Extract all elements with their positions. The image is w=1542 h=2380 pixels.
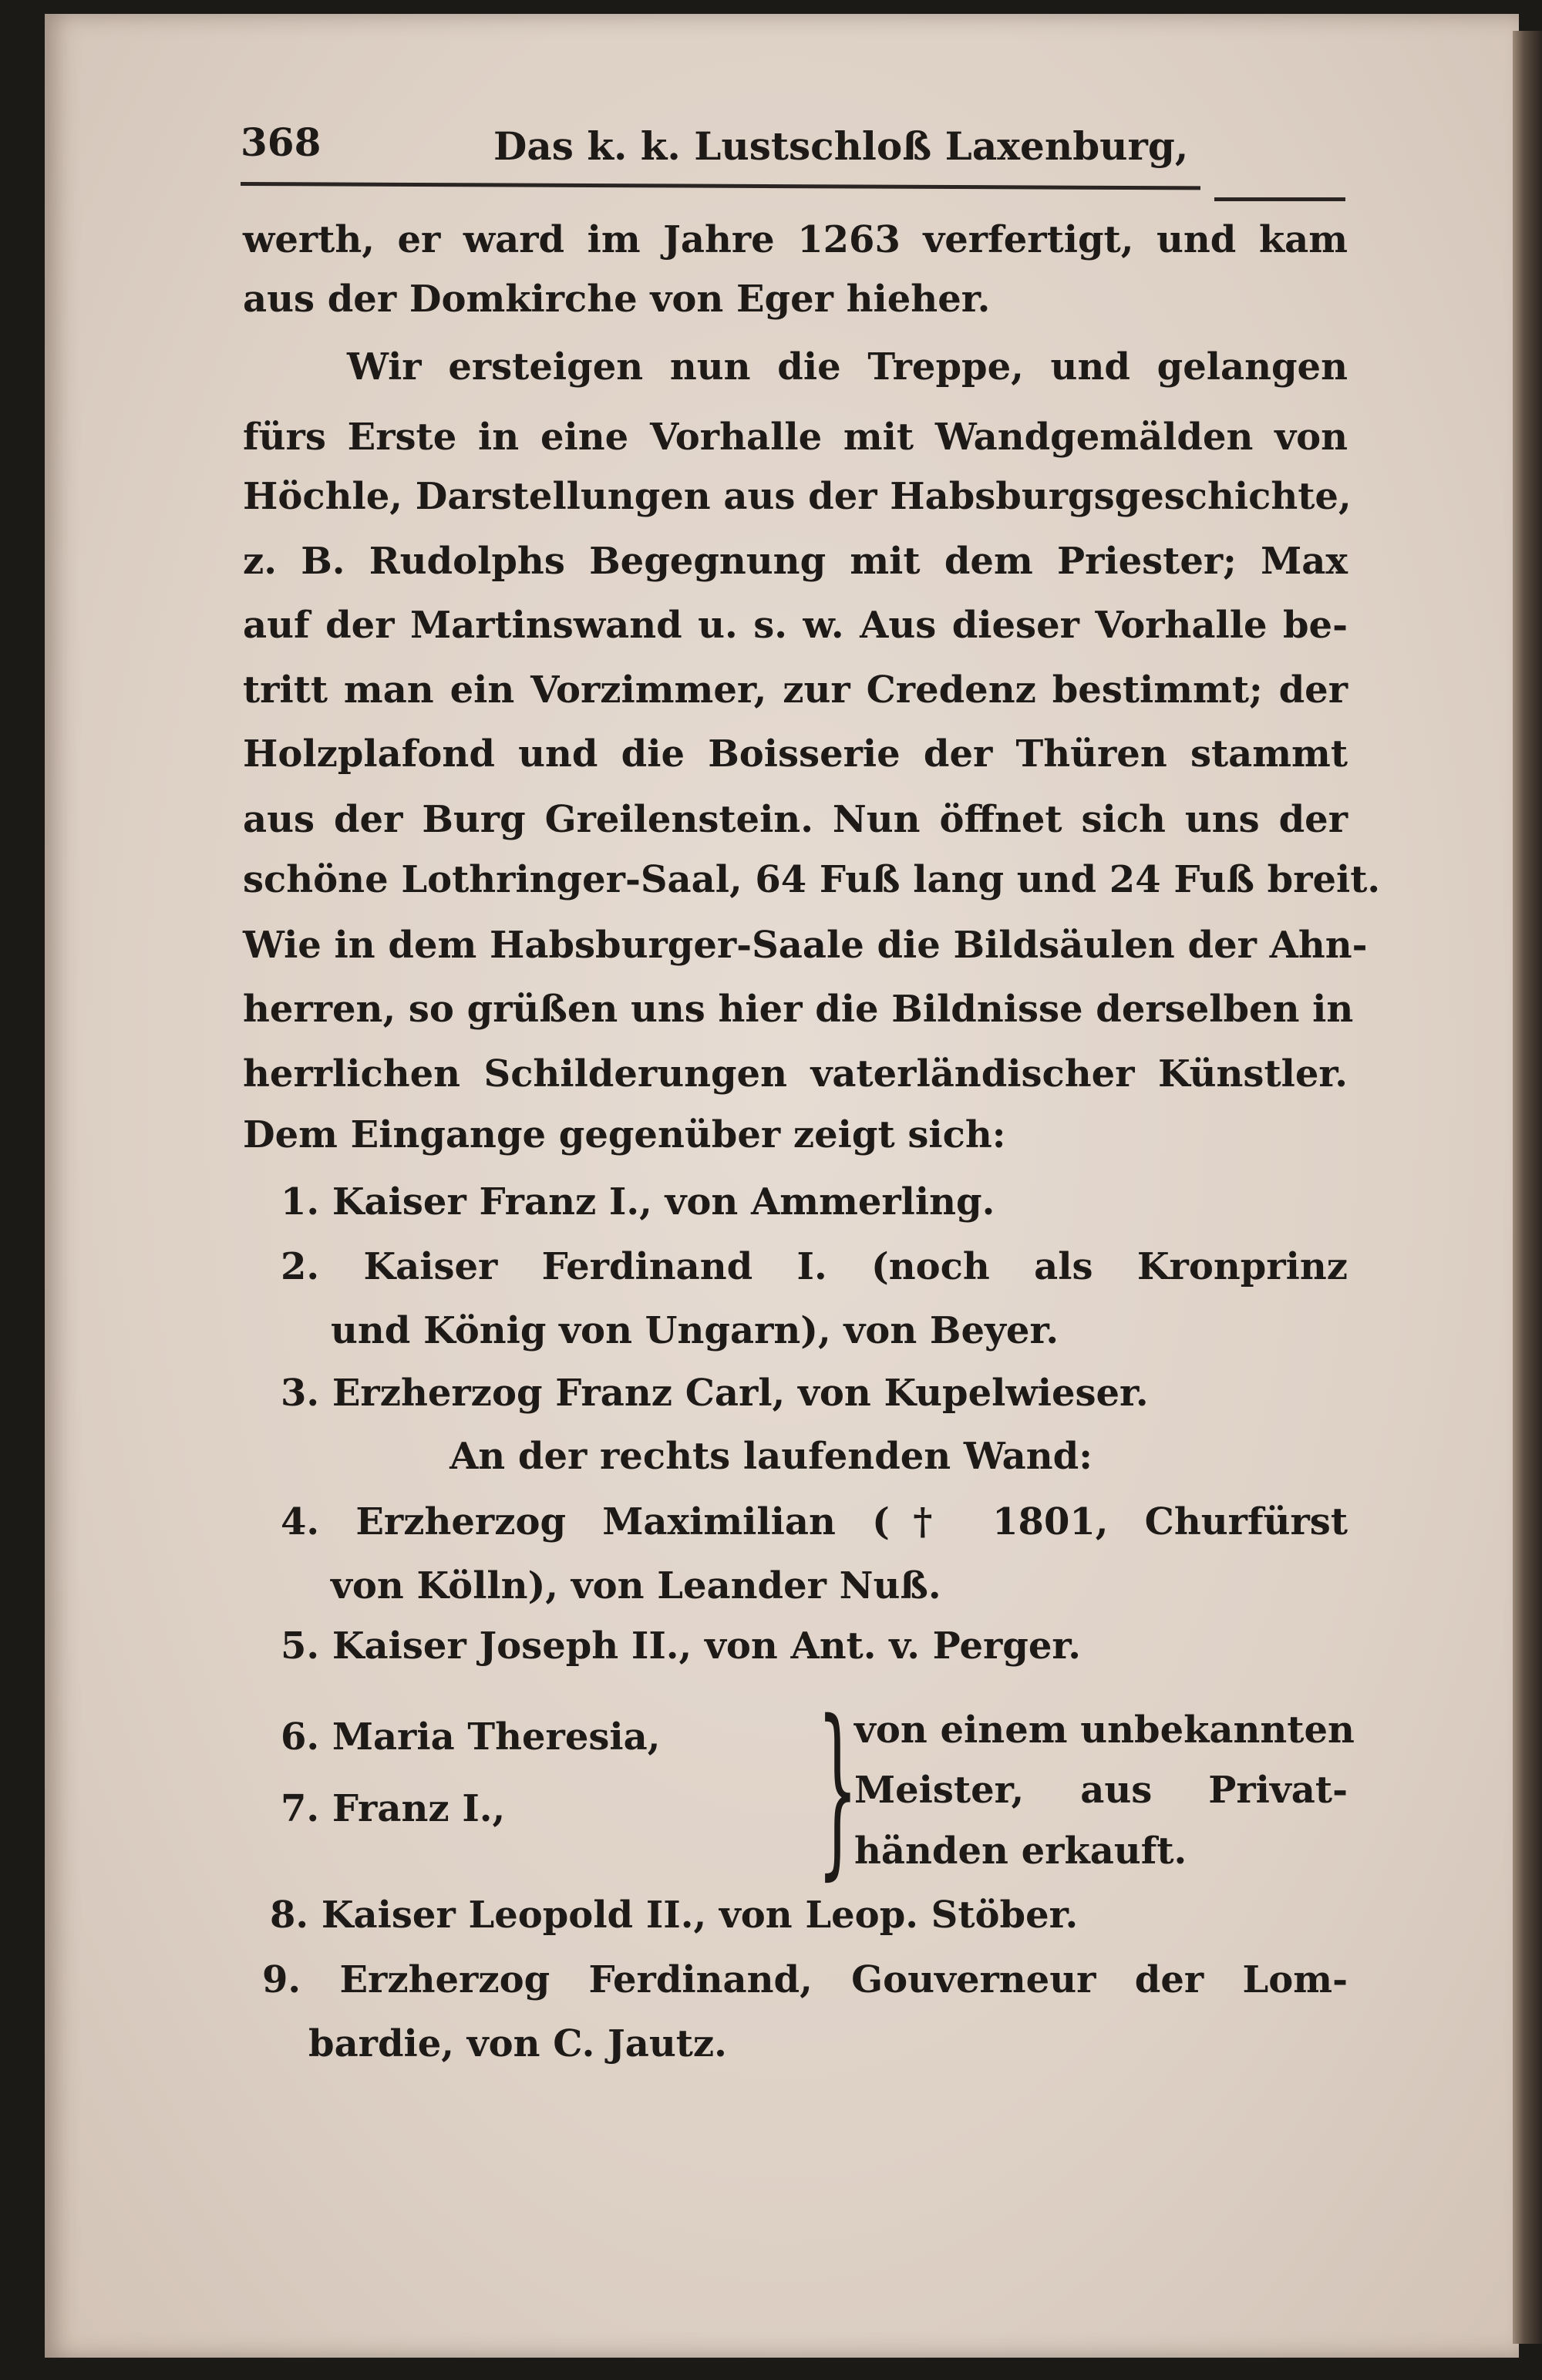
text-line: herren, so grüßen uns hier die Bildnisse derselben in bbox=[243, 988, 1354, 1031]
text-line: z. B. Rudolphs Begegnung mit dem Priester; Max bbox=[243, 540, 1348, 583]
text-line: aus der Domkirche von Eger hieher. bbox=[243, 278, 991, 321]
text-line: Dem Eingange gegenüber zeigt sich: bbox=[243, 1113, 1006, 1156]
list-item: 8. Kaiser Leopold II., von Leop. Stöber. bbox=[270, 1894, 1079, 1937]
text-line: Wie in dem Habsburger-Saale die Bildsäulen der Ahn- bbox=[243, 924, 1368, 967]
header-rule-end bbox=[1214, 197, 1345, 201]
brace-note-line: händen erkauft. bbox=[854, 1830, 1187, 1873]
text-line: Höchle, Darstellungen aus der Habsburgsgeschichte, bbox=[243, 475, 1352, 518]
text-line: herrlichen Schilderungen vaterländischer Künstler. bbox=[243, 1052, 1348, 1096]
text-line: Holzplafond und die Boisserie der Thüren stammt bbox=[243, 732, 1348, 776]
brace-note-line: Meister, aus Privat- bbox=[854, 1769, 1348, 1812]
page-edge bbox=[1513, 31, 1542, 2344]
list-item: 3. Erzherzog Franz Carl, von Kupelwieser. bbox=[281, 1372, 1149, 1415]
list-item: 7. Franz I., bbox=[281, 1787, 506, 1830]
list-item-continuation: und König von Ungarn), von Beyer. bbox=[331, 1309, 1059, 1352]
text-line: fürs Erste in eine Vorhalle mit Wandgemälden von bbox=[243, 416, 1348, 459]
list-item: 4. Erzherzog Maximilian († 1801, Churfürst bbox=[281, 1500, 1348, 1543]
list-item: 1. Kaiser Franz I., von Ammerling. bbox=[281, 1180, 995, 1224]
text-line: Wir ersteigen nun die Treppe, und gelangen bbox=[347, 345, 1348, 389]
text-line: schöne Lothringer-Saal, 64 Fuß lang und 24 Fuß breit. bbox=[243, 858, 1381, 901]
running-title: Das k. k. Lustschloß Laxenburg, bbox=[493, 123, 1189, 169]
list-item: 5. Kaiser Joseph II., von Ant. v. Perger. bbox=[281, 1624, 1081, 1668]
text-line: tritt man ein Vorzimmer, zur Credenz bestimmt; der bbox=[243, 668, 1348, 712]
text-line: werth, er ward im Jahre 1263 verfertigt, und kam bbox=[243, 218, 1348, 261]
list-item-continuation: von Kölln), von Leander Nuß. bbox=[331, 1564, 941, 1607]
brace: } bbox=[816, 1681, 859, 1897]
list-item-continuation: bardie, von C. Jautz. bbox=[308, 2022, 727, 2065]
page-number: 368 bbox=[241, 120, 322, 165]
list-item: 6. Maria Theresia, bbox=[281, 1715, 661, 1759]
brace-note-line: von einem unbekannten bbox=[854, 1708, 1355, 1752]
list-subheading: An der rechts laufenden Wand: bbox=[449, 1435, 1093, 1478]
text-line: aus der Burg Greilenstein. Nun öffnet sich uns der bbox=[243, 798, 1348, 841]
list-item: 9. Erzherzog Ferdinand, Gouverneur der Lom- bbox=[262, 1958, 1348, 2001]
list-item: 2. Kaiser Ferdinand I. (noch als Kronprinz bbox=[281, 1245, 1348, 1288]
text-line: auf der Martinswand u. s. w. Aus dieser Vorhalle be- bbox=[243, 604, 1348, 647]
